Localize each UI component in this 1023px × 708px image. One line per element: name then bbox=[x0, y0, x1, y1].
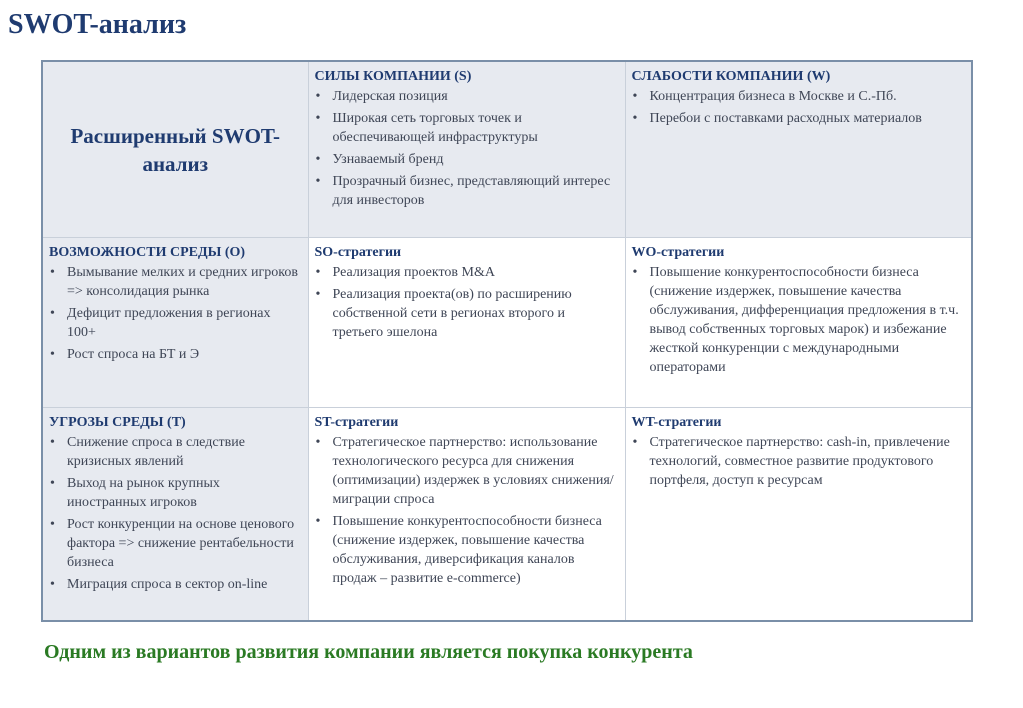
swot-row-opportunities bbox=[42, 238, 972, 408]
opportunities-list bbox=[49, 263, 302, 364]
list-item: • Повышение конкурентоспособности бизнеса (снижение издержек, повышение качества обслуживания, диверсификация каналов продаж – развитие e-commerce) bbox=[315, 512, 619, 588]
swot-row-threats bbox=[42, 408, 972, 622]
so-strategies-heading: SO-стратегии bbox=[314, 245, 402, 260]
page-title: SWOT-анализ bbox=[8, 9, 187, 40]
list-item: • Перебои с поставками расходных материалов bbox=[632, 109, 966, 128]
list-item: • Реализация проектов M&A bbox=[315, 263, 619, 282]
list-item: • Рост конкуренции на основе ценового фактора => снижение рентабельности бизнеса bbox=[49, 515, 302, 572]
so-strategies-list bbox=[315, 263, 619, 342]
swot-row-internal bbox=[42, 61, 972, 238]
list-item: • Концентрация бизнеса в Москве и С.-Пб. bbox=[632, 87, 966, 106]
list-item: • Лидерская позиция bbox=[315, 87, 619, 106]
list-item: • Выход на рынок крупных иностранных игроков bbox=[49, 474, 302, 512]
list-item: • Прозрачный бизнес, представляющий интерес для инвесторов bbox=[315, 172, 619, 210]
threats-list bbox=[49, 433, 302, 594]
list-item: • Широкая сеть торговых точек и обеспечивающей инфраструктуры bbox=[315, 109, 619, 147]
opportunities-cell bbox=[42, 238, 308, 408]
threats-heading: УГРОЗЫ СРЕДЫ (T) bbox=[49, 415, 186, 430]
list-item: • Вымывание мелких и средних игроков => консолидация рынка bbox=[49, 263, 302, 301]
wt-strategies-cell bbox=[625, 408, 972, 622]
opportunities-heading: ВОЗМОЖНОСТИ СРЕДЫ (O) bbox=[49, 245, 246, 260]
so-strategies-cell bbox=[308, 238, 625, 408]
wo-strategies-list bbox=[632, 263, 966, 377]
wt-strategies-heading: WT-стратегии bbox=[631, 415, 722, 430]
strengths-list bbox=[315, 87, 619, 210]
list-item: • Реализация проекта(ов) по расширению собственной сети в регионах второго и третьего эшелона bbox=[315, 285, 619, 342]
weaknesses-cell bbox=[625, 61, 972, 238]
wt-strategies-list bbox=[632, 433, 966, 490]
list-item: • Рост спроса на БТ и Э bbox=[49, 345, 302, 364]
conclusion-text: Одним из вариантов развития компании является покупка конкурента bbox=[44, 641, 693, 663]
strengths-cell bbox=[308, 61, 625, 238]
threats-cell bbox=[42, 408, 308, 622]
wo-strategies-heading: WO-стратегии bbox=[631, 245, 725, 260]
wo-strategies-cell bbox=[625, 238, 972, 408]
list-item: • Повышение конкурентоспособности бизнеса (снижение издержек, повышение качества обслуживания, дифференциация предложения в т.ч. вывод собственных торговых марок) и избежание жесткой конкуренции с международными операторами bbox=[632, 263, 966, 377]
list-item: • Дефицит предложения в регионах 100+ bbox=[49, 304, 302, 342]
list-item: • Стратегическое партнерство: cash-in, привлечение технологий, совместное развитие продуктового портфеля, доступ к ресурсам bbox=[632, 433, 966, 490]
strengths-heading: СИЛЫ КОМПАНИИ (S) bbox=[314, 69, 472, 84]
st-strategies-list bbox=[315, 433, 619, 588]
list-item: • Миграция спроса в сектор on-line bbox=[49, 575, 302, 594]
weaknesses-heading: СЛАБОСТИ КОМПАНИИ (W) bbox=[631, 69, 831, 84]
st-strategies-heading: ST-стратегии bbox=[314, 415, 399, 430]
list-item: • Узнаваемый бренд bbox=[315, 150, 619, 169]
st-strategies-cell bbox=[308, 408, 625, 622]
list-item: • Снижение спроса в следствие кризисных явлений bbox=[49, 433, 302, 471]
weaknesses-list bbox=[632, 87, 966, 128]
swot-matrix bbox=[41, 60, 973, 622]
matrix-corner-label: Расширенный SWOT-анализ bbox=[42, 61, 308, 238]
list-item: • Стратегическое партнерство: использование технологического ресурса для снижения (оптимизации) издержек в условиях снижения/миграции спроса bbox=[315, 433, 619, 509]
